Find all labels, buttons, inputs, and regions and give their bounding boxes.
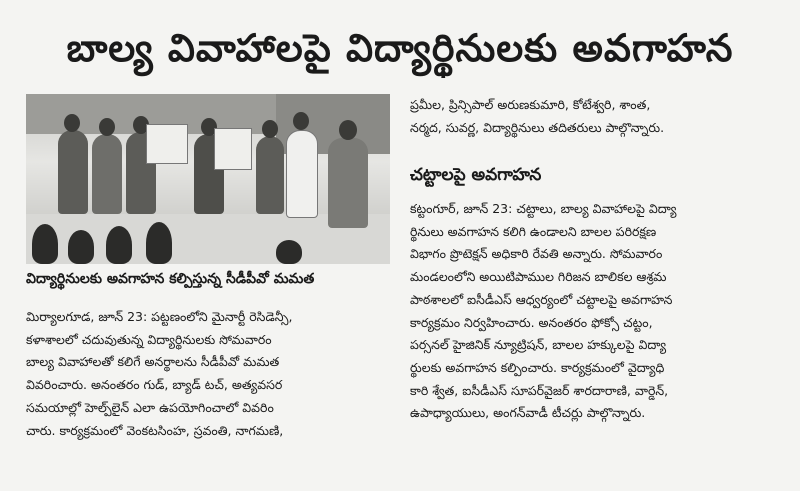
subheadline: చట్టాలపై అవగాహన <box>410 165 542 185</box>
left-article-column <box>26 306 390 442</box>
photo-person-head <box>262 120 278 138</box>
article-line: చారు. కార్యక్రమంలో వెంకటసింహ, స్రవంతి, నాగమణి, <box>26 422 284 438</box>
photo-student <box>32 224 58 264</box>
right-article-column <box>410 198 782 425</box>
article-line: ప్రమీల, ప్రిన్సిపాల్ అరుణకుమారి, కోటేశ్వరి, శాంత, <box>410 97 651 112</box>
headline: బాల్య వివాహాలపై విద్యార్థినులకు అవగాహన <box>66 26 734 70</box>
article-line: కట్టంగూర్, జూన్ 23: చట్టాలు, బాల్య వివాహాలపై విద్యా <box>410 201 677 216</box>
photo-person-head <box>99 118 115 136</box>
photo-poster <box>146 124 188 164</box>
photo-person <box>328 138 368 228</box>
news-photo <box>26 94 390 264</box>
article-line: వివరించారు. అనంతరం గుడ్, బ్యాడ్ టచ్, అత్యవసర <box>26 377 283 393</box>
article-line: పాఠశాలలో ఐసీడీఎస్ ఆధ్వర్యంలో చట్టాలపై అవగాహన <box>410 291 673 307</box>
article-line: ర్థినులు అవగాహన కలిగి ఉండాలని బాలల పరిరక్షణ <box>410 223 657 239</box>
article-line: కారి శ్వేత, ఐసీడీఎస్ సూపర్‌వైజర్ శారదారాణి, వార్డెన్, <box>410 382 669 398</box>
photo-person-head <box>293 112 309 130</box>
photo-person <box>58 130 88 214</box>
article-line: ర్థులకు అవగాహన కల్పించారు. కార్యక్రమంలో వైద్యాధి <box>410 359 665 375</box>
article-line: విభాగం ప్రొటెక్షన్ అధికారి రేవతి అన్నారు. సోమవారం <box>410 246 663 262</box>
photo-person <box>256 136 284 214</box>
photo-student <box>106 226 132 264</box>
photo-student <box>68 230 94 264</box>
photo-caption: విద్యార్థినులకు అవగాహన కల్పిస్తున్న సీడీపీవో మమత <box>26 271 315 287</box>
photo-student <box>276 240 302 264</box>
photo-person-head <box>339 120 357 140</box>
article-line: కార్యక్రమం నిర్వహించారు. అనంతరం ఫోక్సో చట్టం, <box>410 314 653 330</box>
photo-person <box>92 134 122 214</box>
photo-person-head <box>64 114 80 132</box>
right-article-continuation <box>410 94 782 139</box>
article-line: సమయాల్లో హెల్ప్‌లైన్ ఎలా ఉపయోగించాలో వివరిం <box>26 399 274 415</box>
article-line: పర్సనల్ హైజినిక్ న్యూట్రిషన్, బాలల హక్కులపై విద్యా <box>410 337 667 353</box>
article-line: కళాశాలలో చదువుతున్న విద్యార్థినులకు సోమవారం <box>26 331 272 347</box>
photo-poster <box>214 128 252 170</box>
article-line: ఉపాధ్యాయులు, అంగన్‌వాడీ టీచర్లు పాల్గొన్నారు. <box>410 405 646 421</box>
photo-student <box>146 222 172 264</box>
article-line: మండలంలోని అయిటిపాముల గిరిజన బాలికల ఆశ్రమ <box>410 269 667 285</box>
article-line: నర్మద, సువర్ణ, విద్యార్థినులు తదితరులు పాల్గొన్నారు. <box>410 119 665 135</box>
article-line: మిర్యాలగూడ, జూన్ 23: పట్టణంలోని మైనార్టీ రెసిడెన్సీ, <box>26 309 293 324</box>
photo-person <box>286 130 318 218</box>
article-line: బాల్య వివాహాలతో కలిగే అనర్థాలను సీడీపీవో మమత <box>26 354 280 370</box>
